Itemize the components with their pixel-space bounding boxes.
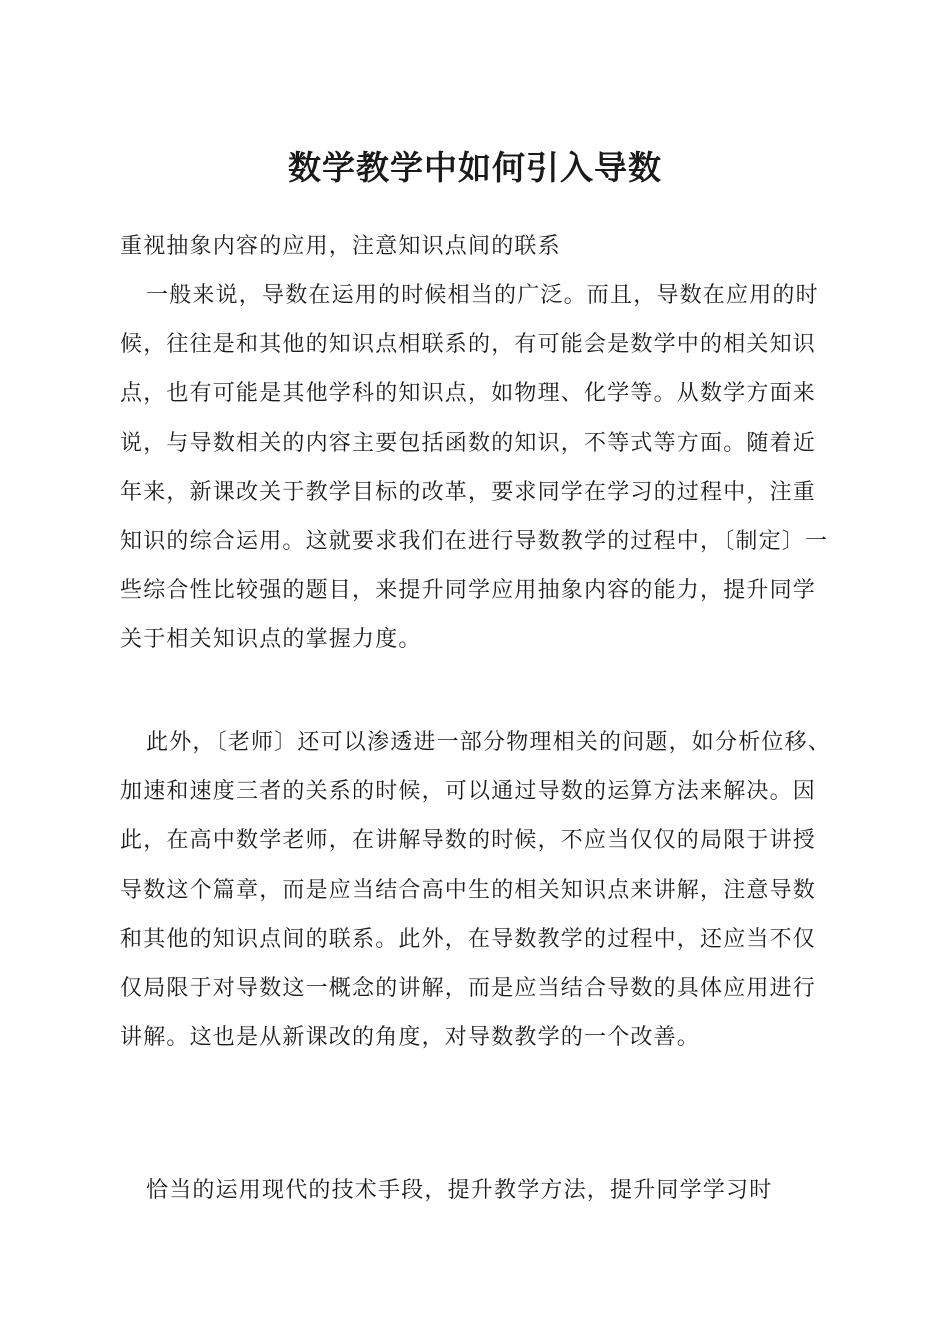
document-title: 数学教学中如何引入导数 bbox=[288, 148, 662, 187]
section-heading: 重视抽象内容的应用，注意知识点间的联系 bbox=[120, 234, 561, 259]
body-paragraph: 恰当的运用现代的技术手段，提升教学方法，提升同学学习时 bbox=[146, 1178, 773, 1203]
body-paragraph: 此外，〔老师〕还可以渗透进一部分物理相关的问题，如分析位移、加速和速度三者的关系的时候，可以通过导数的运算方法来解决。因此，在高中数学老师，在讲解导数的时候，不应当仅仅的局限于讲授导数这个篇章，而是应当结合高中生的相关知识点来讲解，注意导数和其他的知识点间的联系。此外，在导数教学的过程中，还应当不仅仅局限于对导数这一概念的讲解，而是应当结合导数的具体应用进行讲解。这也是从新课改的角度，对导数教学的一个改善。 bbox=[120, 730, 832, 1051]
body-paragraph: 一般来说，导数在运用的时候相当的广泛。而且，导数在应用的时候，往往是和其他的知识点相联系的，有可能会是数学中的相关知识点，也有可能是其他学科的知识点，如物理、化学等。从数学方面来说，与导数相关的内容主要包括函数的知识，不等式等方面。随着近年来，新课改关于教学目标的改革，要求同学在学习的过程中，注重知识的综合运用。这就要求我们在进行导数教学的过程中，〔制定〕一些综合性比较强的题目，来提升同学应用抽象内容的能力，提升同学关于相关知识点的掌握力度。 bbox=[120, 283, 829, 653]
